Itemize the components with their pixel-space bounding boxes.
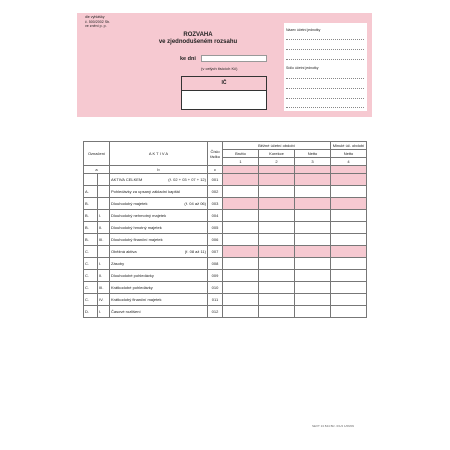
value-cell[interactable] xyxy=(295,234,331,246)
value-cell[interactable] xyxy=(331,270,367,282)
value-cell[interactable] xyxy=(223,222,259,234)
value-cell[interactable] xyxy=(223,306,259,318)
row-mark: C. xyxy=(84,258,98,270)
value-cell[interactable] xyxy=(259,246,295,258)
value-cell[interactable] xyxy=(295,306,331,318)
column-number: 3 xyxy=(295,158,331,166)
row-formula: (ř. 04 až 06) xyxy=(184,201,206,206)
entity-seat-line[interactable] xyxy=(286,78,364,79)
row-label-wrap xyxy=(111,297,206,302)
row-label-wrap xyxy=(111,237,206,242)
value-cell[interactable] xyxy=(259,282,295,294)
row-number: 011 xyxy=(208,294,223,306)
row-number: 010 xyxy=(208,282,223,294)
row-number: 007 xyxy=(208,246,223,258)
value-cell[interactable] xyxy=(295,222,331,234)
entity-seat-line[interactable] xyxy=(286,88,364,89)
entity-seat-line[interactable] xyxy=(286,98,364,99)
row-formula: (ř. 08 až 11) xyxy=(184,249,206,254)
date-label: ke dni xyxy=(180,56,196,62)
row-mark: B. xyxy=(84,210,98,222)
value-cell[interactable] xyxy=(259,234,295,246)
table-row xyxy=(84,198,367,210)
table-row xyxy=(84,258,367,270)
entity-name-line[interactable] xyxy=(286,49,364,50)
column-number: 4 xyxy=(331,158,367,166)
value-cell[interactable] xyxy=(331,246,367,258)
row-mark: B. xyxy=(84,222,98,234)
row-label-text: Zásoby xyxy=(111,261,125,266)
value-cell[interactable] xyxy=(223,294,259,306)
row-label xyxy=(110,210,208,222)
row-number: 004 xyxy=(208,210,223,222)
row-number-header: Číslo řádku xyxy=(208,142,223,166)
row-sub-mark: I. xyxy=(98,306,110,318)
row-mark: C. xyxy=(84,246,98,258)
entity-name-line[interactable] xyxy=(286,39,364,40)
row-sub-mark: IV. xyxy=(98,294,110,306)
row-mark xyxy=(84,174,98,186)
row-mark: D. xyxy=(84,306,98,318)
row-label-wrap xyxy=(111,261,206,266)
value-cell[interactable] xyxy=(331,294,367,306)
row-sub-mark: II. xyxy=(98,222,110,234)
value-cell[interactable] xyxy=(295,210,331,222)
row-label-wrap xyxy=(111,225,206,230)
ic-field[interactable] xyxy=(181,76,267,110)
value-cell[interactable] xyxy=(331,198,367,210)
row-number: 001 xyxy=(208,174,223,186)
table-row xyxy=(84,270,367,282)
column-letter: b xyxy=(110,166,208,174)
row-sub-mark xyxy=(98,174,110,186)
row-label-wrap xyxy=(111,213,206,218)
row-label xyxy=(110,198,208,210)
table-row xyxy=(84,186,367,198)
value-cell[interactable] xyxy=(259,210,295,222)
value-cell[interactable] xyxy=(295,258,331,270)
value-cell[interactable] xyxy=(259,294,295,306)
table-header-row xyxy=(84,142,367,150)
row-label-text: Dlouhodobý nehmotný majetek xyxy=(111,213,167,218)
date-field[interactable] xyxy=(201,55,267,62)
value-cell[interactable] xyxy=(223,246,259,258)
value-cell[interactable] xyxy=(331,258,367,270)
net-header: Netto xyxy=(295,150,331,158)
value-cell[interactable] xyxy=(331,174,367,186)
row-sub-mark xyxy=(98,186,110,198)
row-mark: C. xyxy=(84,270,98,282)
column-number: 2 xyxy=(259,158,295,166)
entity-name-line[interactable] xyxy=(286,59,364,60)
value-cell[interactable] xyxy=(331,282,367,294)
row-label-text: Pohledávky za upsaný základní kapitál xyxy=(111,189,180,194)
row-label-text: Dlouhodobý hmotný majetek xyxy=(111,225,162,230)
row-number: 003 xyxy=(208,198,223,210)
row-label-text: Dlouhodobý finanční majetek xyxy=(111,237,163,242)
row-number: 012 xyxy=(208,306,223,318)
row-label-wrap xyxy=(111,249,206,254)
form-title: ROZVAHA ve zjednodušeném rozsahu xyxy=(158,32,238,45)
row-sub-mark xyxy=(98,198,110,210)
entity-seat-label: Sídlo účetní jednotky xyxy=(286,66,319,70)
row-number: 008 xyxy=(208,258,223,270)
value-cell[interactable] xyxy=(295,282,331,294)
value-cell[interactable] xyxy=(259,186,295,198)
table-row xyxy=(84,222,367,234)
row-label xyxy=(110,282,208,294)
value-cell[interactable] xyxy=(295,186,331,198)
value-cell[interactable] xyxy=(223,198,259,210)
row-label-text: Oběžná aktiva xyxy=(111,249,137,254)
assets-header: A K T I V A xyxy=(110,142,208,166)
units-note: (v celých tisících Kč) xyxy=(201,66,238,71)
value-cell[interactable] xyxy=(295,198,331,210)
row-label-text: Dlouhodobé pohledávky xyxy=(111,273,154,278)
form-header xyxy=(77,13,372,117)
row-mark: B. xyxy=(84,198,98,210)
value-cell[interactable] xyxy=(331,186,367,198)
row-label xyxy=(110,222,208,234)
column-number: 1 xyxy=(223,158,259,166)
value-cell[interactable] xyxy=(223,234,259,246)
row-label xyxy=(110,306,208,318)
row-mark: A. xyxy=(84,186,98,198)
row-label-wrap xyxy=(111,273,206,278)
row-label xyxy=(110,246,208,258)
value-cell[interactable] xyxy=(259,222,295,234)
row-number: 002 xyxy=(208,186,223,198)
row-label-wrap xyxy=(111,309,206,314)
gross-header: Brutto xyxy=(223,150,259,158)
row-sub-mark: I. xyxy=(98,210,110,222)
row-label-wrap xyxy=(111,177,206,182)
row-label xyxy=(110,294,208,306)
row-formula: (ř. 02 + 03 + 07 + 12) xyxy=(168,177,206,182)
row-sub-mark: I. xyxy=(98,258,110,270)
table-row xyxy=(84,234,367,246)
value-cell[interactable] xyxy=(223,282,259,294)
row-sub-mark: II. xyxy=(98,270,110,282)
value-cell[interactable] xyxy=(223,174,259,186)
row-mark: C. xyxy=(84,294,98,306)
value-cell[interactable] xyxy=(259,306,295,318)
value-cell[interactable] xyxy=(331,210,367,222)
correction-header: Korekce xyxy=(259,150,295,158)
value-cell[interactable] xyxy=(223,186,259,198)
value-cell[interactable] xyxy=(331,234,367,246)
row-label xyxy=(110,258,208,270)
table-row xyxy=(84,246,367,258)
column-letter: c xyxy=(208,166,223,174)
row-mark: B. xyxy=(84,234,98,246)
row-sub-mark: III. xyxy=(98,234,110,246)
table-letter-row xyxy=(84,166,367,174)
table-row xyxy=(84,294,367,306)
ic-label: IČ xyxy=(182,77,266,91)
table-row xyxy=(84,210,367,222)
entity-name-label: Název účetní jednotky xyxy=(286,28,321,32)
table-row xyxy=(84,174,367,186)
balance-sheet-table xyxy=(83,141,367,318)
value-cell[interactable] xyxy=(259,198,295,210)
value-cell[interactable] xyxy=(331,306,367,318)
form-code: SEVT 13 844 Biz. 0/1/2 1/06/09 xyxy=(312,424,354,428)
row-label xyxy=(110,186,208,198)
entity-info-panel xyxy=(284,23,367,111)
row-label-wrap xyxy=(111,285,206,290)
legal-reference: dle vyhlášky č. 500/2002 Sb. ve znění p. p. xyxy=(85,15,111,28)
value-cell[interactable] xyxy=(223,258,259,270)
row-label-text: AKTIVA CELKEM xyxy=(111,177,143,182)
value-cell[interactable] xyxy=(331,222,367,234)
row-number: 005 xyxy=(208,222,223,234)
value-cell[interactable] xyxy=(295,270,331,282)
row-label xyxy=(110,234,208,246)
current-period-header: Běžné účetní období xyxy=(223,142,331,150)
column-letter: a xyxy=(84,166,110,174)
value-cell[interactable] xyxy=(223,270,259,282)
row-label-wrap xyxy=(111,201,206,206)
designation-header: Označení xyxy=(84,142,110,166)
row-label-wrap xyxy=(111,189,206,194)
row-number: 009 xyxy=(208,270,223,282)
row-label-text: Dlouhodobý majetek xyxy=(111,201,148,206)
value-cell[interactable] xyxy=(295,246,331,258)
value-cell[interactable] xyxy=(223,210,259,222)
row-number: 006 xyxy=(208,234,223,246)
row-label xyxy=(110,174,208,186)
previous-net-header: Netto xyxy=(331,150,367,158)
row-sub-mark: III. xyxy=(98,282,110,294)
value-cell[interactable] xyxy=(295,174,331,186)
row-mark: C. xyxy=(84,282,98,294)
table-row xyxy=(84,282,367,294)
row-sub-mark xyxy=(98,246,110,258)
row-label xyxy=(110,270,208,282)
value-cell[interactable] xyxy=(259,270,295,282)
gray-cell xyxy=(259,166,295,174)
row-label-text: Krátkodobý finanční majetek xyxy=(111,297,162,302)
value-cell[interactable] xyxy=(259,258,295,270)
row-label-text: Časové rozlišení xyxy=(111,309,141,314)
entity-seat-line[interactable] xyxy=(286,107,364,108)
row-label-text: Krátkodobé pohledávky xyxy=(111,285,153,290)
value-cell[interactable] xyxy=(259,174,295,186)
gray-cell xyxy=(223,166,259,174)
gray-cell xyxy=(295,166,331,174)
value-cell[interactable] xyxy=(295,294,331,306)
table-row xyxy=(84,306,367,318)
previous-period-header: Minulé úč. období xyxy=(331,142,367,150)
gray-cell xyxy=(331,166,367,174)
